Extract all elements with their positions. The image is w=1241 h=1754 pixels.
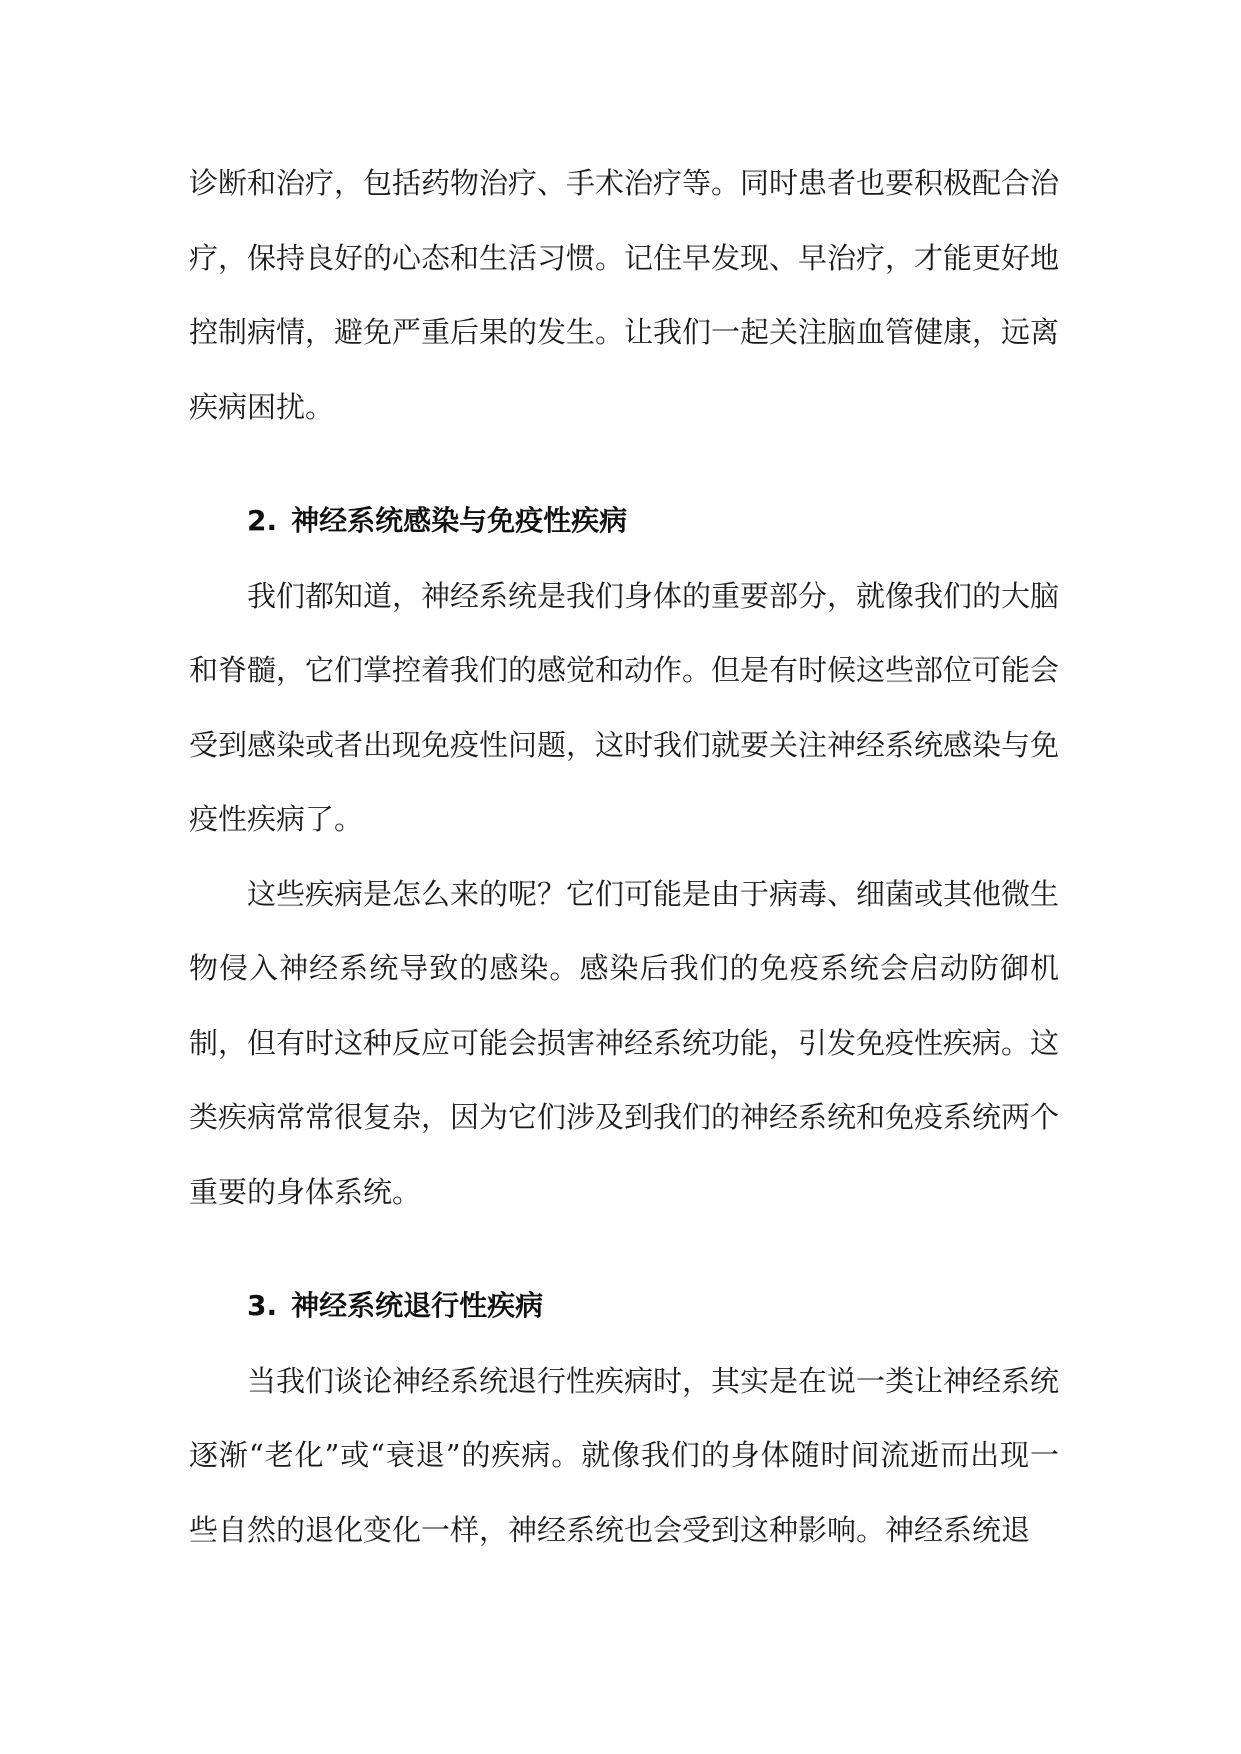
paragraph: 这些疾病是怎么来的呢？它们可能是由于病毒、细菌或其他微生物侵入神经系统导致的感染。感染后我们的免疫系统会启动防御机制，但有时这种反应可能会损害神经系统功能，引发免疫性疾病。这类疾病常常很复杂，因为它们涉及到我们的神经系统和免疫系统两个重要的身体系统。 <box>189 876 1060 1209</box>
document-body <box>189 146 1059 1567</box>
section-spacer <box>189 444 1059 484</box>
section-heading-2 <box>189 484 1059 559</box>
section-title: 神经系统感染与免疫性疾病 <box>291 504 628 537</box>
section-title: 神经系统退行性疾病 <box>291 1289 544 1322</box>
paragraph: 我们都知道，神经系统是我们身体的重要部分，就像我们的大脑和脊髓，它们掌控着我们的感觉和动作。但是有时候这些部位可能会受到感染或者出现免疫性问题，这时我们就要关注神经系统感染与免疫性疾病了。 <box>189 578 1060 836</box>
paragraph-continued: 诊断和治疗，包括药物治疗、手术治疗等。同时患者也要积极配合治疗，保持良好的心态和生活习惯。记住早发现、早治疗，才能更好地控制病情，避免严重后果的发生。让我们一起关注脑血管健康，远离疾病困扰。 <box>189 166 1060 424</box>
section-number: 2. <box>247 504 278 537</box>
section-number: 3. <box>247 1289 278 1322</box>
section-heading-3 <box>189 1269 1059 1344</box>
paragraph: 当我们谈论神经系统退行性疾病时，其实是在说一类让神经系统逐渐“老化”或“衰退”的疾病。就像我们的身体随时间流逝而出现一些自然的退化变化一样，神经系统也会受到这种影响。神经系统退 <box>189 1363 1060 1547</box>
section-spacer <box>189 1229 1059 1269</box>
